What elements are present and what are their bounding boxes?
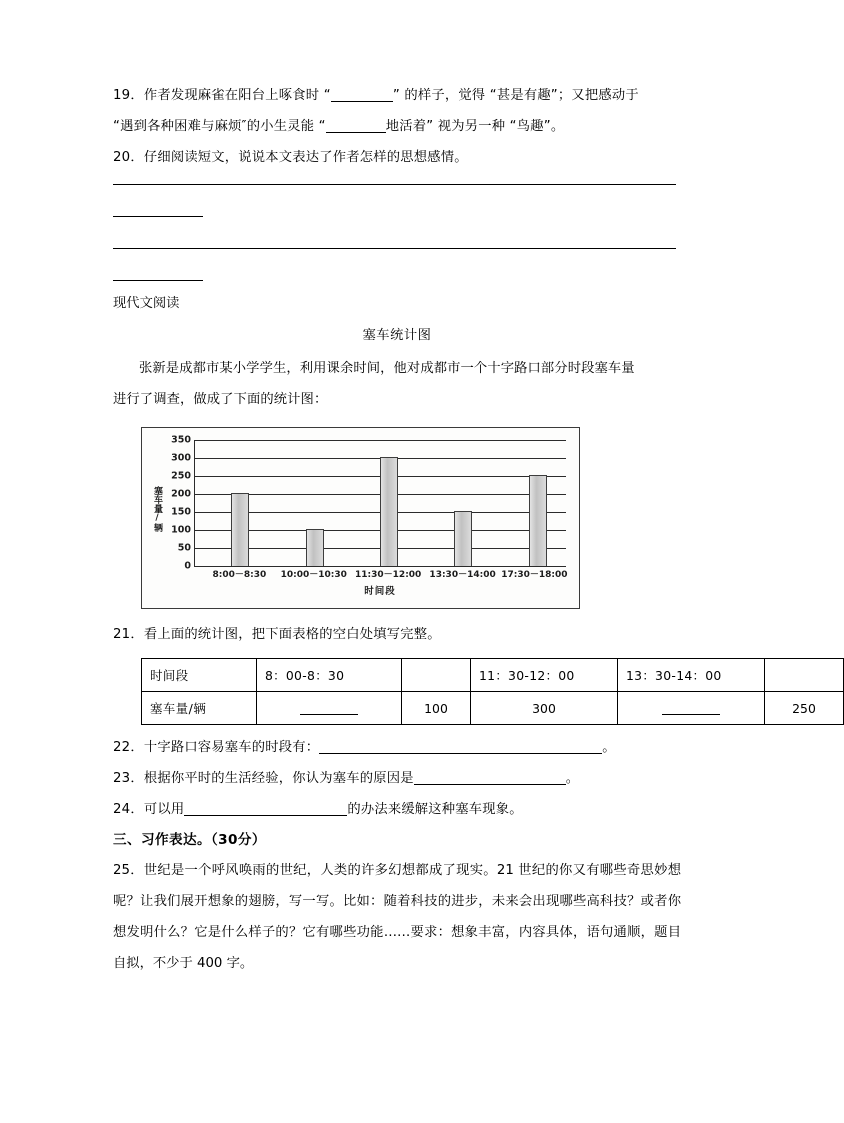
x-tick-0: 8:00－8:30 [212,570,267,580]
reading-intro-line-1: 张新是成都市某小学学生，利用课余时间，他对成都市一个十字路口部分时段塞车量 [139,361,635,376]
question-25-text: ．世纪是一个呼风唤雨的世纪，人类的许多幻想都成了现实。21 世纪的你又有哪些奇思妙想呢？让我们展开想象的翅膀，写一写。比如：随着科技的进步，未来会出现哪些高科技？或者你想发明什么？它是什么样子的？它有哪些功能……要求：想象丰富，内容具体，语句通顺，题目自拟，不少于 400 字。 [113,863,681,971]
bar-1 [306,529,324,566]
question-19-text-b: ” 的样子，觉得 “甚是有趣”；又把感动于 [392,88,639,103]
cell-time-2: 11：30-12：00 [471,659,618,692]
question-24 [113,794,681,825]
question-19-text-a: ．作者发现麻雀在阳台上啄食时 “ [130,88,331,103]
chart-inner [142,428,579,608]
y-tick-350: 350 [171,434,191,446]
bar-4 [529,475,547,566]
gridline-350 [194,440,566,441]
y-tick-150: 150 [171,506,191,518]
y-tick-0: 0 [184,560,191,572]
chart-plot-area [171,434,568,580]
question-25 [113,855,681,979]
x-tick-2: 11:30－12:00 [355,570,422,580]
chart-x-axis-label: 时间段 [364,586,396,597]
answer-line-4[interactable] [113,280,203,281]
x-tick-4: 17:30－18:00 [501,570,568,580]
cell-count-3[interactable] [618,692,765,725]
bar-2 [380,457,398,566]
table-row-count [142,692,844,725]
question-22-text-b: 。 [602,740,616,755]
question-20-number: 20 [113,150,131,165]
cell-count-0-blank[interactable] [300,703,358,715]
gridline-0-axis-x [194,566,566,567]
x-tick-1: 10:00－10:30 [280,570,347,580]
question-19-text-d: 地活着” 视为另一种 “鸟趣”。 [385,119,565,134]
question-21 [113,619,681,650]
question-21-number: 21 [113,627,131,642]
question-21-text: ．看上面的统计图，把下面表格的空白处填写完整。 [130,627,441,642]
y-tick-200: 200 [171,488,191,500]
cell-count-1: 100 [402,692,471,725]
y-tick-250: 250 [171,470,191,482]
question-19-text-c: “遇到各种困难与麻烦″的小生灵能 “ [113,119,326,134]
chart-y-axis-label: 塞车量/辆 [152,486,162,532]
question-24-text-b: 的办法来缓解这种塞车现象。 [347,802,523,817]
question-19-blank-2[interactable] [326,132,386,133]
cell-count-0[interactable] [257,692,402,725]
question-24-number: 24 [113,802,131,817]
cell-count-4: 250 [765,692,844,725]
y-tick-100: 100 [171,524,191,536]
question-19-line-2 [113,111,681,142]
question-20-text: ．仔细阅读短文，说说本文表达了作者怎样的思想感情。 [130,150,468,165]
bar-0 [231,493,249,566]
question-22 [113,732,681,763]
essay-section-heading: 三、习作表达。（30分） [113,832,266,848]
question-19-blank-1[interactable] [331,101,393,102]
reading-section-label: 现代文阅读 [113,296,180,311]
question-19-number: 19 [113,88,131,103]
cell-time-1[interactable] [402,659,471,692]
cell-time-3: 13：30-14：00 [618,659,765,692]
x-tick-3: 13:30－14:00 [429,570,496,580]
question-23-text-a: ．根据你平时的生活经验，你认为塞车的原因是 [130,771,414,786]
cell-time-4[interactable] [765,659,844,692]
question-24-text-a: ．可以用 [130,802,185,817]
question-20 [113,142,681,173]
question-25-number: 25 [113,863,130,878]
answer-lines [113,184,681,281]
y-tick-300: 300 [171,452,191,464]
question-22-blank[interactable] [319,753,602,754]
row-label-count: 塞车量/辆 [142,692,257,725]
cell-count-3-blank[interactable] [662,703,720,715]
traffic-jam-bar-chart [141,427,580,609]
y-tick-50: 50 [177,542,191,554]
question-24-blank[interactable] [184,815,347,816]
reading-title: 塞车统计图 [362,328,432,343]
question-19-line-1 [113,80,681,111]
reading-intro-line-2: 进行了调查，做成了下面的统计图： [113,392,328,407]
question-23-text-b: 。 [565,771,580,786]
row-label-time: 时间段 [142,659,257,692]
question-22-number: 22 [113,740,131,755]
page-content [113,80,816,979]
table-row-time [142,659,844,692]
cell-time-0: 8：00-8：30 [257,659,402,692]
question-23-number: 23 [113,771,131,786]
question-22-text-a: ．十字路口容易塞车的时段有： [130,740,320,755]
question-23-blank[interactable] [414,784,566,785]
cell-count-2: 300 [471,692,618,725]
bar-3 [454,511,472,566]
question-23 [113,763,681,794]
traffic-data-table [141,658,844,725]
